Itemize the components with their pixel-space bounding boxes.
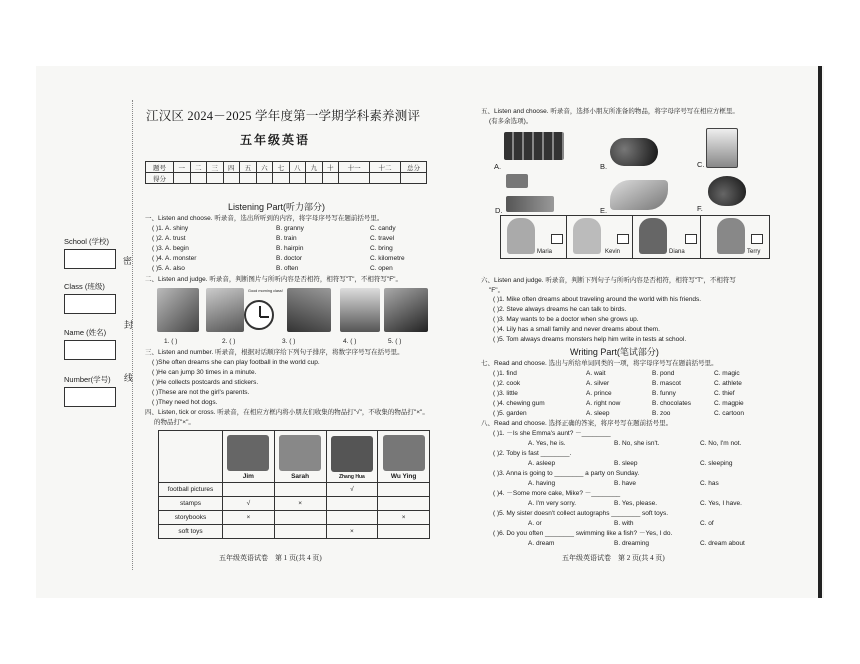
kid-cell — [501, 216, 567, 258]
score-header-cell: 十二 — [370, 162, 401, 173]
collect-mark-cell[interactable] — [274, 525, 326, 539]
seal-line — [132, 100, 133, 570]
part8-instruction: 八、Read and choose. 选择正确的答案，将序号写在题前括号里。 — [481, 420, 673, 427]
collect-mark-cell[interactable] — [274, 483, 326, 497]
score-header-cell: 一 — [174, 162, 191, 173]
part7-option-b: B. funny — [652, 390, 676, 397]
collect-mark-cell[interactable]: × — [223, 511, 275, 525]
part7-option-b: B. zoo — [652, 410, 671, 417]
part2-picture-football — [157, 288, 199, 332]
part8-question: ( )5. My sister doesn't collect autographs ________ soft toys. — [493, 510, 669, 517]
part8-option-b: B. with — [614, 520, 634, 527]
part1-option-b: B. train — [276, 235, 297, 242]
part7-option-a: A. right now — [586, 400, 621, 407]
seal-char-feng: 封 — [124, 320, 134, 330]
child-photo — [227, 435, 269, 471]
part5-picture-bananas — [610, 180, 668, 210]
seal-char-mi: 密 — [123, 256, 133, 266]
part1-option-b: B. doctor — [276, 255, 303, 262]
part2-instruction: 二、Listen and judge. 听录音，判断图片与所听内容是否相符，相符写"T"，不相符写"F"。 — [145, 276, 402, 283]
part1-option-c: C. candy — [370, 225, 396, 232]
part3-item: ( )He can jump 30 times in a minute. — [152, 369, 257, 376]
part1-option-b: B. often — [276, 265, 299, 272]
collect-name-cell — [223, 431, 275, 483]
listening-heading: Listening Part(听力部分) — [228, 202, 326, 212]
name-label: Name (姓名) — [64, 328, 107, 337]
score-cell[interactable] — [339, 173, 370, 184]
kid-cell — [633, 216, 701, 258]
part7-option-c: C. cartoon — [714, 410, 744, 417]
kid-cell — [567, 216, 633, 258]
part7-word: ( )2. cook — [493, 380, 521, 387]
part2-answer-4[interactable]: 4. ( ) — [343, 338, 357, 345]
school-label: School (学校) — [64, 237, 110, 246]
collect-item-label: storybooks — [159, 511, 223, 525]
part5-letter-d: D. — [495, 206, 503, 215]
collect-item-label: soft toys — [159, 525, 223, 539]
score-header-cell: 十一 — [339, 162, 370, 173]
part1-option-a: ( )5. A. also — [152, 265, 185, 272]
score-cell[interactable] — [174, 173, 191, 184]
part5-picture-chocolates — [504, 132, 564, 160]
part4-collect-table — [158, 430, 430, 539]
score-cell[interactable] — [370, 173, 401, 184]
part6-item: ( )1. Mike often dreams about traveling around the world with his friends. — [493, 296, 702, 303]
collect-mark-cell[interactable]: × — [326, 525, 378, 539]
part8-option-a: A. asleep — [528, 460, 556, 467]
part1-option-b: B. granny — [276, 225, 304, 232]
score-table — [145, 161, 427, 184]
part5-letter-b: B. — [600, 162, 608, 171]
part7-option-b: B. mascot — [652, 380, 681, 387]
part4-instruction-cont: 的物品打"×"。 — [154, 419, 195, 426]
part2-answer-1[interactable]: 1. ( ) — [164, 338, 178, 345]
part5-letter-a: A. — [494, 162, 502, 171]
kid-name: Terry — [747, 249, 761, 255]
score-header-cell: 四 — [223, 162, 240, 173]
class-field[interactable] — [64, 294, 116, 314]
part3-item: ( )They need hot dogs. — [152, 399, 218, 406]
part6-item: ( )3. May wants to be a doctor when she grows up. — [493, 316, 639, 323]
part7-option-c: C. athlete — [714, 380, 742, 387]
collect-name-cell — [378, 431, 430, 483]
part8-question: ( )3. Anna is going to ________ a party on Sunday. — [493, 470, 640, 477]
collect-name-cell — [274, 431, 326, 483]
part7-option-c: C. magic — [714, 370, 740, 377]
score-header-cell: 六 — [256, 162, 273, 173]
part2-picture-family — [384, 288, 428, 332]
part8-option-c: C. dream about — [700, 540, 745, 547]
part7-option-a: A. silver — [586, 380, 610, 387]
part7-option-b: B. pond — [652, 370, 675, 377]
score-cell[interactable] — [223, 173, 240, 184]
part7-option-c: C. magpie — [714, 400, 744, 407]
part8-option-b: B. No, she isn't. — [614, 440, 660, 447]
part5-letter-c: C. — [697, 160, 705, 169]
part8-option-a: A. Yes, he is. — [528, 440, 566, 447]
child-photo — [383, 435, 425, 471]
collect-mark-cell[interactable] — [274, 511, 326, 525]
part5-picture-milk — [706, 128, 738, 168]
kid-name: Maria — [537, 249, 553, 255]
part5-picture-grapes — [610, 138, 658, 166]
part2-picture-teacher — [206, 288, 244, 332]
collect-mark-cell[interactable] — [223, 525, 275, 539]
score-header-cell: 总分 — [401, 162, 427, 173]
child-name: Jim — [242, 473, 254, 480]
score-cell[interactable] — [256, 173, 273, 184]
exam-subtitle: 五年级英语 — [240, 133, 311, 147]
score-header-cell: 题号 — [146, 162, 174, 173]
part6-instruction-cont: "F"。 — [489, 287, 505, 294]
collect-name-cell — [326, 431, 378, 483]
seal-char-xian: 线 — [124, 373, 134, 383]
part5-picture-pears — [708, 176, 746, 206]
part5-letter-e: E. — [600, 206, 608, 215]
kid-picture — [573, 218, 601, 254]
name-field[interactable] — [64, 340, 116, 360]
kid-name: Kevin — [605, 249, 621, 255]
part6-item: ( )4. Lily has a small family and never dreams about them. — [493, 326, 660, 333]
part7-word: ( )5. garden — [493, 410, 527, 417]
kid-cell — [701, 216, 769, 258]
writing-heading: Writing Part(笔试部分) — [570, 347, 659, 357]
collect-mark-cell[interactable]: √ — [223, 497, 275, 511]
collect-mark-cell[interactable] — [223, 483, 275, 497]
part8-option-b: B. dreaming — [614, 540, 650, 547]
part8-question: ( )1. －Is she Emma's aunt? －________ — [493, 430, 611, 437]
kid-picture — [507, 218, 535, 254]
score-cell[interactable] — [401, 173, 427, 184]
part8-question: ( )2. Toby is fast ________. — [493, 450, 572, 457]
collect-mark-cell[interactable]: × — [274, 497, 326, 511]
collect-mark-cell[interactable]: √ — [326, 483, 378, 497]
child-name: Wu Ying — [390, 473, 417, 480]
page-1-footer: 五年级英语试卷 第 1 页(共 4 页) — [219, 554, 322, 562]
collect-mark-cell[interactable] — [378, 483, 430, 497]
part7-instruction: 七、Read and choose. 选出与所给单词同类的一项，将字母序号写在题前括号里。 — [481, 360, 718, 367]
collect-mark-cell[interactable] — [326, 497, 378, 511]
collect-mark-cell[interactable] — [378, 525, 430, 539]
kid-name: Diana — [669, 249, 685, 255]
answer-box[interactable] — [751, 234, 763, 244]
score-row-label: 得分 — [146, 173, 174, 184]
part8-option-a: A. having — [528, 480, 556, 487]
collect-mark-cell[interactable] — [378, 497, 430, 511]
part6-item: ( )2. Steve always dreams he can talk to birds. — [493, 306, 627, 313]
collect-mark-cell[interactable] — [326, 511, 378, 525]
part7-word: ( )3. little — [493, 390, 518, 397]
kid-picture — [639, 218, 667, 254]
part3-item: ( )He collects postcards and stickers. — [152, 379, 259, 386]
part5-kids-panel — [500, 215, 770, 259]
part8-option-b: B. have — [614, 480, 637, 487]
part2-answer-5[interactable]: 5. ( ) — [388, 338, 402, 345]
part1-option-b: B. hairpin — [276, 245, 304, 252]
part8-option-c: C. No, I'm not. — [700, 440, 742, 447]
score-cell[interactable] — [207, 173, 224, 184]
collect-item-label: stamps — [159, 497, 223, 511]
part8-option-a: A. or — [528, 520, 542, 527]
part7-option-a: A. wait — [586, 370, 606, 377]
part5-picture-cakes — [506, 196, 554, 212]
part8-option-b: B. Yes, please. — [614, 500, 658, 507]
child-photo — [279, 435, 321, 471]
part2-answer-3[interactable]: 3. ( ) — [282, 338, 296, 345]
part1-instruction: 一、Listen and choose. 听录音，选出所听到的内容，将字母序号写在题前括号里。 — [145, 215, 384, 222]
answer-box[interactable] — [617, 234, 629, 244]
part5-instruction-cont: (有多余选项)。 — [489, 118, 533, 125]
part7-word: ( )4. chewing gum — [493, 400, 545, 407]
part1-option-c: C. open — [370, 265, 393, 272]
part8-option-c: C. Yes, I have. — [700, 500, 742, 507]
part1-option-c: C. travel — [370, 235, 395, 242]
part1-option-a: ( )3. A. begin — [152, 245, 189, 252]
number-label: Number(学号) — [64, 375, 111, 384]
part3-instruction: 三、Listen and number. 听录音，根据对话顺序给下列句子排序，将数字序号写在括号里。 — [145, 349, 404, 356]
score-header-cell: 十 — [322, 162, 339, 173]
collect-mark-cell[interactable]: × — [378, 511, 430, 525]
part5-picture-cake — [506, 174, 528, 188]
part4-instruction: 四、Listen, tick or cross. 听录音，在相应方框内将小朋友们收集的物品打"√"，不收集的物品打"×"。 — [145, 409, 429, 416]
class-label: Class (班级) — [64, 282, 105, 291]
page-2-footer: 五年级英语试卷 第 2 页(共 4 页) — [562, 554, 665, 562]
part8-option-a: A. dream — [528, 540, 555, 547]
part7-word: ( )1. find — [493, 370, 517, 377]
part8-option-c: C. of — [700, 520, 714, 527]
answer-box[interactable] — [685, 234, 697, 244]
score-cell[interactable] — [240, 173, 257, 184]
part3-item: ( )These are not the girl's parents. — [152, 389, 250, 396]
exam-title: 江汉区 2024－2025 学年度第一学期学科素养测评 — [146, 109, 421, 123]
part8-option-c: C. sleeping — [700, 460, 733, 467]
school-field[interactable] — [64, 249, 116, 269]
score-cell[interactable] — [322, 173, 339, 184]
child-name: Zhang Hua — [338, 473, 365, 480]
score-header-cell: 七 — [273, 162, 290, 173]
score-cell[interactable] — [306, 173, 323, 184]
part2-picture-clock — [244, 300, 274, 330]
score-cell[interactable] — [289, 173, 306, 184]
part8-option-b: B. sleep — [614, 460, 638, 467]
score-cell[interactable] — [273, 173, 290, 184]
part1-option-a: ( )4. A. monster — [152, 255, 197, 262]
child-name: Sarah — [291, 473, 310, 480]
part5-letter-f: F. — [697, 204, 703, 213]
score-header-cell: 二 — [190, 162, 207, 173]
part7-option-a: A. sleep — [586, 410, 610, 417]
score-header-cell: 八 — [289, 162, 306, 173]
part2-answer-2[interactable]: 2. ( ) — [222, 338, 236, 345]
part2-picture-kid — [287, 288, 331, 332]
score-cell[interactable] — [190, 173, 207, 184]
part2-picture-bird — [340, 288, 380, 332]
part8-question: ( )4. －Some more cake, Mike? －________ — [493, 490, 621, 497]
part8-option-a: A. I'm very sorry. — [528, 500, 577, 507]
part7-option-b: B. chocolates — [652, 400, 692, 407]
part8-option-c: C. has — [700, 480, 719, 487]
part1-option-c: C. kilometre — [370, 255, 405, 262]
part6-instruction: 六、Listen and judge. 听录音，判断下列句子与所听内容是否相符，相符写"T"，不相符写 — [481, 277, 736, 284]
part8-question: ( )6. Do you often ________ swimming like a fish? －Yes, I do. — [493, 530, 673, 537]
collect-corner-cell — [159, 431, 223, 483]
part1-option-a: ( )2. A. trust — [152, 235, 186, 242]
part1-option-c: C. bring — [370, 245, 393, 252]
part7-option-c: C. thief — [714, 390, 735, 397]
part2-clock-caption: Good morning class! — [248, 289, 283, 293]
part7-option-a: A. prince — [586, 390, 612, 397]
collect-item-label: football pictures — [159, 483, 223, 497]
part1-option-a: ( )1. A. shiny — [152, 225, 189, 232]
number-field[interactable] — [64, 387, 116, 407]
kid-picture — [717, 218, 745, 254]
answer-box[interactable] — [551, 234, 563, 244]
score-header-cell: 九 — [306, 162, 323, 173]
part3-item: ( )She often dreams she can play football in the world cup. — [152, 359, 320, 366]
part5-instruction: 五、Listen and choose. 听录音，选择小朋友所准备的物品，将字母序号写在相应方框里。 — [481, 108, 739, 115]
child-photo — [331, 436, 373, 472]
score-header-cell: 三 — [207, 162, 224, 173]
sheet-edge — [818, 66, 822, 598]
part6-item: ( )5. Tom always dreams monsters help him write in tests at school. — [493, 336, 687, 343]
score-header-cell: 五 — [240, 162, 257, 173]
